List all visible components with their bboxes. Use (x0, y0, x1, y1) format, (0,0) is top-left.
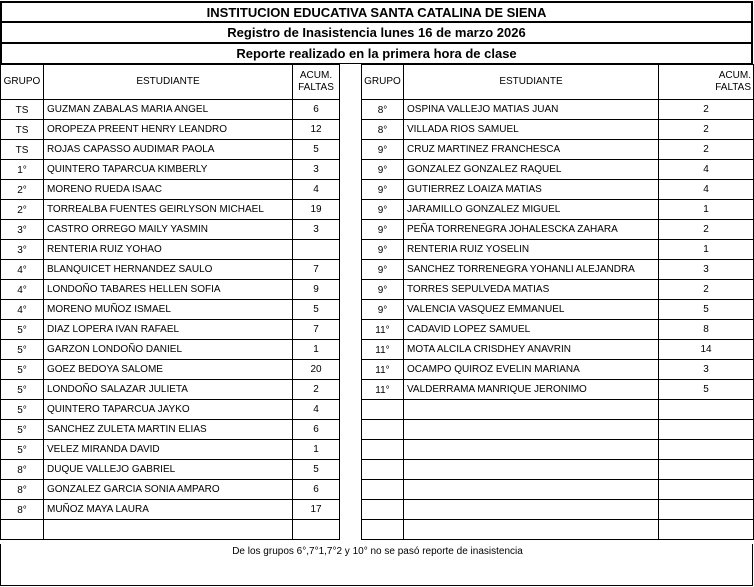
student-cell: GARZON LONDOÑO DANIEL (44, 340, 293, 360)
absences-cell: 2 (293, 380, 340, 400)
group-cell-right (362, 480, 404, 500)
column-separator (340, 65, 362, 100)
table-row (1, 300, 754, 320)
student-cell-right: SANCHEZ TORRENEGRA YOHANLI ALEJANDRA (404, 260, 659, 280)
group-cell: 5° (1, 380, 44, 400)
absences-cell-right: 1 (659, 240, 754, 260)
table-row (1, 420, 754, 440)
student-cell: SANCHEZ ZULETA MARTIN ELIAS (44, 420, 293, 440)
absences-cell-right (659, 520, 754, 540)
column-separator (340, 480, 362, 500)
group-cell: 1° (1, 160, 44, 180)
student-cell-right: OCAMPO QUIROZ EVELIN MARIANA (404, 360, 659, 380)
table-row (1, 340, 754, 360)
student-cell-right (404, 400, 659, 420)
student-cell: CASTRO ORREGO MAILY YASMIN (44, 220, 293, 240)
student-cell-right: VALENCIA VASQUEZ EMMANUEL (404, 300, 659, 320)
absences-cell: 6 (293, 100, 340, 120)
absences-header-line1-right: ACUM. (718, 70, 751, 81)
column-separator (340, 220, 362, 240)
absences-cell: 9 (293, 280, 340, 300)
column-separator (340, 300, 362, 320)
table-row (1, 520, 754, 540)
table-row (1, 460, 754, 480)
table-row (1, 320, 754, 340)
table-row (1, 160, 754, 180)
absences-cell-right: 8 (659, 320, 754, 340)
absences-column-header-right (659, 65, 754, 100)
absences-cell-right: 5 (659, 380, 754, 400)
student-cell-right: OSPINA VALLEJO MATIAS JUAN (404, 100, 659, 120)
group-cell-right: 11° (362, 340, 404, 360)
table-row (1, 220, 754, 240)
student-cell-right (404, 500, 659, 520)
student-column-header: ESTUDIANTE (44, 65, 293, 100)
group-cell: 4° (1, 280, 44, 300)
absences-cell-right: 2 (659, 140, 754, 160)
absences-header-line1: ACUM. (299, 70, 333, 81)
group-cell-right: 9° (362, 280, 404, 300)
group-cell-right (362, 500, 404, 520)
student-cell: DUQUE VALLEJO GABRIEL (44, 460, 293, 480)
group-cell: 4° (1, 300, 44, 320)
group-cell-right: 9° (362, 180, 404, 200)
absences-cell (293, 520, 340, 540)
absences-cell-right (659, 400, 754, 420)
group-cell-right (362, 400, 404, 420)
student-cell: ROJAS CAPASSO AUDIMAR PAOLA (44, 140, 293, 160)
table-row (1, 360, 754, 380)
absences-cell: 1 (293, 340, 340, 360)
absences-header-line2: FALTAS (298, 82, 334, 93)
column-separator (340, 260, 362, 280)
group-cell-right: 9° (362, 240, 404, 260)
absences-cell: 5 (293, 300, 340, 320)
absences-cell-right: 3 (659, 360, 754, 380)
register-title: Registro de Inasistencia lunes 16 de marzo 2026 (0, 22, 753, 43)
group-cell: 8° (1, 460, 44, 480)
report-subtitle: Reporte realizado en la primera hora de clase (0, 43, 753, 64)
column-separator (340, 520, 362, 540)
group-cell: 2° (1, 200, 44, 220)
group-cell-right (362, 420, 404, 440)
student-cell-right: CRUZ MARTINEZ FRANCHESCA (404, 140, 659, 160)
absences-cell-right (659, 500, 754, 520)
absences-cell: 7 (293, 260, 340, 280)
group-cell-right: 11° (362, 360, 404, 380)
group-cell: TS (1, 100, 44, 120)
group-cell-right: 9° (362, 220, 404, 240)
absences-cell: 19 (293, 200, 340, 220)
absences-cell-right: 4 (659, 160, 754, 180)
student-cell-right: TORRES SEPULVEDA MATIAS (404, 280, 659, 300)
group-cell: TS (1, 120, 44, 140)
group-cell: 5° (1, 320, 44, 340)
group-cell: 8° (1, 500, 44, 520)
column-separator (340, 360, 362, 380)
group-cell-right: 8° (362, 100, 404, 120)
student-cell: GUZMAN ZABALAS MARIA ANGEL (44, 100, 293, 120)
column-separator (340, 280, 362, 300)
student-cell: DIAZ LOPERA IVAN RAFAEL (44, 320, 293, 340)
table-row (1, 140, 754, 160)
student-cell: TORREALBA FUENTES GEIRLYSON MICHAEL (44, 200, 293, 220)
absences-cell-right: 2 (659, 280, 754, 300)
student-cell-right (404, 440, 659, 460)
table-row (1, 120, 754, 140)
absences-column-header (293, 65, 340, 100)
group-cell: 4° (1, 260, 44, 280)
student-cell-right: RENTERIA RUIZ YOSELIN (404, 240, 659, 260)
table-row (1, 180, 754, 200)
student-cell-right (404, 480, 659, 500)
table-row (1, 200, 754, 220)
group-column-header: GRUPO (1, 65, 44, 100)
student-cell: MORENO MUÑOZ ISMAEL (44, 300, 293, 320)
student-cell-right: VILLADA RIOS SAMUEL (404, 120, 659, 140)
absences-cell-right: 2 (659, 220, 754, 240)
student-cell-right: CADAVID LOPEZ SAMUEL (404, 320, 659, 340)
column-separator (340, 420, 362, 440)
column-separator (340, 100, 362, 120)
absences-cell: 4 (293, 180, 340, 200)
absences-cell: 5 (293, 140, 340, 160)
column-separator (340, 500, 362, 520)
absences-cell-right: 2 (659, 120, 754, 140)
group-cell-right: 11° (362, 320, 404, 340)
table-row (1, 280, 754, 300)
student-cell: VELEZ MIRANDA DAVID (44, 440, 293, 460)
absences-cell-right: 5 (659, 300, 754, 320)
column-separator (340, 460, 362, 480)
student-cell: LONDOÑO TABARES HELLEN SOFIA (44, 280, 293, 300)
student-cell: LONDOÑO SALAZAR JULIETA (44, 380, 293, 400)
student-cell: BLANQUICET HERNANDEZ SAULO (44, 260, 293, 280)
student-column-header-right: ESTUDIANTE (404, 65, 659, 100)
absences-cell: 6 (293, 480, 340, 500)
student-cell-right: PEÑA TORRENEGRA JOHALESCKA ZAHARA (404, 220, 659, 240)
absences-cell-right: 2 (659, 100, 754, 120)
absence-table (0, 64, 754, 540)
group-column-header-right: GRUPO (362, 65, 404, 100)
table-row (1, 480, 754, 500)
student-cell-right: GONZALEZ GONZALEZ RAQUEL (404, 160, 659, 180)
absences-cell: 20 (293, 360, 340, 380)
group-cell: 8° (1, 480, 44, 500)
table-row (1, 440, 754, 460)
column-separator (340, 140, 362, 160)
table-row (1, 380, 754, 400)
absences-header-line2-right: FALTAS (715, 82, 751, 93)
group-cell-right (362, 460, 404, 480)
group-cell-right: 9° (362, 160, 404, 180)
group-cell: 5° (1, 420, 44, 440)
absences-cell: 6 (293, 420, 340, 440)
column-separator (340, 380, 362, 400)
student-cell: QUINTERO TAPARCUA KIMBERLY (44, 160, 293, 180)
absences-cell: 4 (293, 400, 340, 420)
group-cell-right: 9° (362, 300, 404, 320)
absences-cell: 1 (293, 440, 340, 460)
absences-cell (293, 240, 340, 260)
group-cell (1, 520, 44, 540)
group-cell: 5° (1, 360, 44, 380)
absences-cell-right: 14 (659, 340, 754, 360)
column-separator (340, 400, 362, 420)
group-cell: 3° (1, 220, 44, 240)
student-cell: GONZALEZ GARCIA SONIA AMPARO (44, 480, 293, 500)
group-cell: 3° (1, 240, 44, 260)
absences-cell-right (659, 460, 754, 480)
column-separator (340, 120, 362, 140)
footer-note: De los grupos 6°,7°1,7°2 y 10° no se pasó reporte de inasistencia (232, 546, 523, 557)
absences-cell-right: 4 (659, 180, 754, 200)
table-row (1, 100, 754, 120)
student-cell-right (404, 420, 659, 440)
column-separator (340, 440, 362, 460)
group-cell-right: 9° (362, 140, 404, 160)
student-cell: QUINTERO TAPARCUA JAYKO (44, 400, 293, 420)
absences-cell: 3 (293, 160, 340, 180)
group-cell: 5° (1, 400, 44, 420)
group-cell: 5° (1, 340, 44, 360)
group-cell-right: 8° (362, 120, 404, 140)
absences-cell-right: 3 (659, 260, 754, 280)
table-row (1, 260, 754, 280)
table-row (1, 240, 754, 260)
absences-cell-right (659, 420, 754, 440)
student-cell (44, 520, 293, 540)
absences-cell: 5 (293, 460, 340, 480)
absences-cell: 7 (293, 320, 340, 340)
absences-cell: 17 (293, 500, 340, 520)
group-cell-right: 11° (362, 380, 404, 400)
group-cell-right (362, 440, 404, 460)
table-row (1, 400, 754, 420)
student-cell: MUÑOZ MAYA LAURA (44, 500, 293, 520)
column-separator (340, 320, 362, 340)
student-cell: MORENO RUEDA ISAAC (44, 180, 293, 200)
column-separator (340, 340, 362, 360)
column-separator (340, 160, 362, 180)
student-cell: GOEZ BEDOYA SALOME (44, 360, 293, 380)
student-cell-right (404, 520, 659, 540)
absences-cell-right: 1 (659, 200, 754, 220)
student-cell-right: MOTA ALCILA CRISDHEY ANAVRIN (404, 340, 659, 360)
absences-cell-right (659, 480, 754, 500)
column-separator (340, 180, 362, 200)
student-cell-right (404, 460, 659, 480)
student-cell: OROPEZA PREENT HENRY LEANDRO (44, 120, 293, 140)
absences-cell: 3 (293, 220, 340, 240)
group-cell-right: 9° (362, 260, 404, 280)
institution-title: INSTITUCION EDUCATIVA SANTA CATALINA DE SIENA (0, 1, 753, 22)
table-header-row (1, 65, 754, 100)
student-cell-right: GUTIERREZ LOAIZA MATIAS (404, 180, 659, 200)
group-cell: 2° (1, 180, 44, 200)
column-separator (340, 240, 362, 260)
group-cell-right: 9° (362, 200, 404, 220)
group-cell: 5° (1, 440, 44, 460)
group-cell: TS (1, 140, 44, 160)
student-cell-right: JARAMILLO GONZALEZ MIGUEL (404, 200, 659, 220)
footer (0, 544, 753, 586)
absences-cell: 12 (293, 120, 340, 140)
column-separator (340, 200, 362, 220)
absences-cell-right (659, 440, 754, 460)
student-cell-right: VALDERRAMA MANRIQUE JERONIMO (404, 380, 659, 400)
group-cell-right (362, 520, 404, 540)
student-cell: RENTERIA RUIZ YOHAO (44, 240, 293, 260)
table-row (1, 500, 754, 520)
